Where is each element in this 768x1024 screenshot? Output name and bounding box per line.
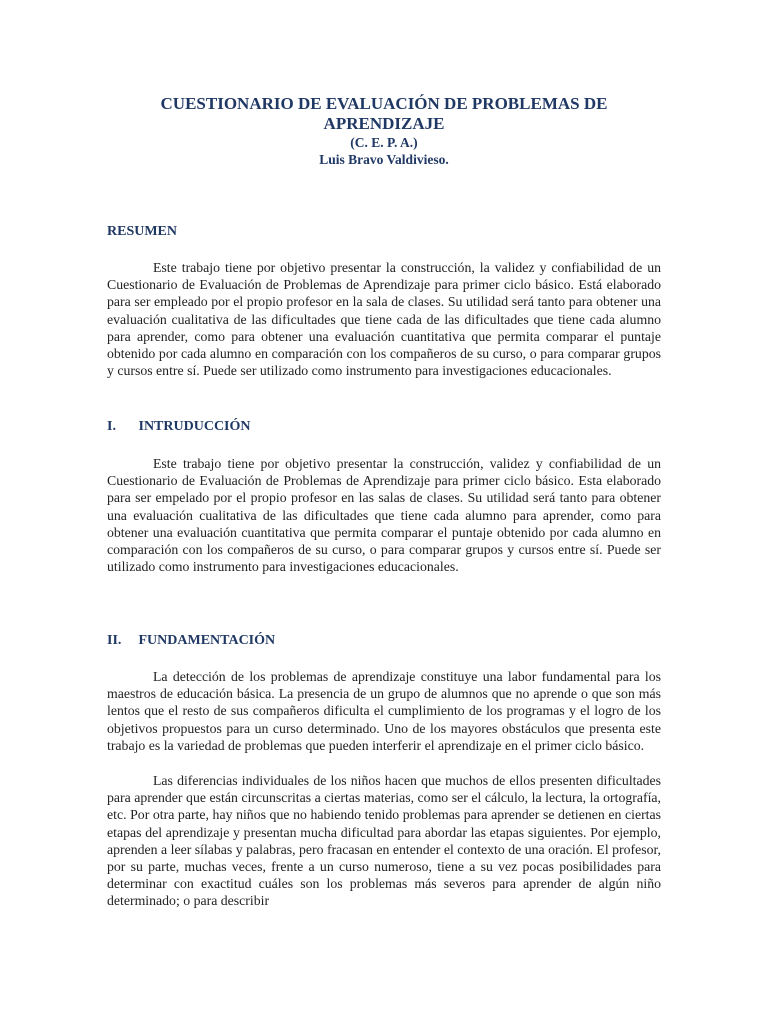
document-title-line1: CUESTIONARIO DE EVALUACIÓN DE PROBLEMAS DE <box>160 94 608 113</box>
document-acronym: (C. E. P. A.) <box>350 135 418 150</box>
section-heading-fundamentacion-label: FUNDAMENTACIÓN <box>138 633 276 648</box>
paragraph-introduccion: Este trabajo tiene por objetivo presentar la construcción, validez y confiabilidad de un Cuestionario de Evaluación de Problemas de Aprendizaje para primer ciclo básico. Esta elaborado para ser empelado por el propio profesor en las salas de clases. Su utilidad será tanto para obtener una evaluación cualitativa de las dificultades que tiene cada alumno para aprender, como para obtener una evaluación cuantitativa que permita comparar el puntaje obtenido por cada alumno en comparación con los compañeros de su curso, o para comparar grupos y cursos entre sí. Puede ser utilizado como instrumento para investigaciones educacionales. <box>107 456 661 575</box>
section-heading-resumen-label: RESUMEN <box>107 224 178 239</box>
section-heading-introduccion-label: INTRUDUCCIÓN <box>138 419 251 434</box>
document-author: Luis Bravo Valdivieso. <box>319 152 449 167</box>
section-heading-introduccion <box>107 418 661 436</box>
section-number-fundamentacion: II. <box>107 633 122 648</box>
section-heading-resumen <box>107 223 661 241</box>
section-heading-fundamentacion <box>107 632 661 650</box>
paragraph-resumen: Este trabajo tiene por objetivo presentar la construcción, la validez y confiabilidad de un Cuestionario de Evaluación de Problemas de Aprendizaje para primer ciclo básico. Está elaborado para ser empleado por el propio profesor en la sala de clases. Su utilidad será tanto para obtener una evaluación cualitativa de las dificultades que tiene cada de las dificultades que tiene cada alumno para aprender, como para obtener una evaluación cuantitativa que permita comparar el puntaje obtenido por cada alumno en comparación con los compañeros de su curso, o para comparar grupos y cursos entre sí. Puede ser utilizado como instrumento para investigaciones educacionales. <box>107 260 661 379</box>
document-title-block <box>107 94 661 168</box>
document-title-line2: APRENDIZAJE <box>323 114 445 133</box>
paragraph-fundamentacion-2: Las diferencias individuales de los niños hacen que muchos de ellos presenten dificultades para aprender que están circunscritas a ciertas materias, como ser el cálculo, la lectura, la ortografía, etc. Por otra parte, hay niños que no habiendo tenido problemas para aprender se detienen en ciertas etapas del aprendizaje y presentan mucha dificultad para abordar las etapas siguientes. Por ejemplo, aprenden a leer sílabas y palabras, pero fracasan en entender el contexto de una oración. El profesor, por su parte, muchas veces, frente a un curso numeroso, tiene a su vez pocas posibilidades para determinar con exactitud cuáles son los problemas más severos para aprender de algún niño determinado; o para describir <box>107 773 661 909</box>
section-number-introduccion: I. <box>107 419 116 434</box>
paragraph-fundamentacion-1: La detección de los problemas de aprendizaje constituye una labor fundamental para los maestros de educación básica. La presencia de un grupo de alumnos que no aprende o que son más lentos que el resto de sus compañeros dificulta el cumplimiento de los programas y el logro de los objetivos propuestos para un curso determinado. Uno de los mayores obstáculos que presenta este trabajo es la variedad de problemas que pueden interferir el aprendizaje en el primer ciclo básico. <box>107 669 661 753</box>
